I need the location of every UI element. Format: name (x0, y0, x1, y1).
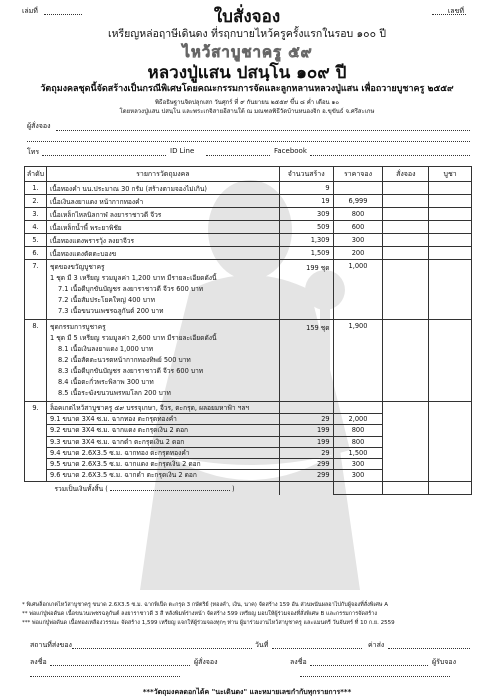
fee-field[interactable] (388, 648, 470, 649)
table-row (25, 234, 472, 247)
phone-field[interactable] (42, 155, 166, 156)
sign-2-label: ลงชื่อ (290, 658, 307, 666)
item-quantity: 29 (280, 414, 333, 425)
table-row (25, 208, 472, 221)
total-qty-cell (279, 482, 333, 495)
group-subitem: 8.4 เนื้อตะกั่วพระพิลาพ 300 บาท (57, 378, 154, 386)
payment-cell[interactable] (429, 195, 472, 208)
payment-cell[interactable] (429, 260, 472, 320)
group-subitem: 7.1 เนื้อดีบุกขันบัญชร ลงยาราชาวดี จีวร 600 บาท (57, 285, 204, 293)
date-field[interactable] (272, 648, 362, 649)
facebook-field[interactable] (310, 155, 470, 156)
item-price: 1,900 (333, 320, 383, 402)
item-quantity: 199 (280, 437, 333, 448)
item-quantity: 159 ชุด (279, 320, 333, 402)
item-name: เนื้อเงินลงยาแดง หน้ากากทองคำ (46, 195, 279, 208)
total-order-cell[interactable] (383, 482, 429, 495)
item-price: 6,999 (333, 195, 383, 208)
table-row-group-7 (25, 260, 472, 320)
table-row (25, 195, 472, 208)
group-subitem: 8.5 เนื้อระฆังขนวนพรหมโลก 200 บาท (57, 389, 171, 397)
sign-1-label: ลงชื่อ (30, 658, 47, 666)
line-id-field[interactable] (206, 155, 270, 156)
group-subitem: 7.3 เนื้อขนวนเพชรฉลูกันต์ 200 บาท (57, 307, 164, 315)
item-price: 800 (333, 208, 383, 221)
group-subitem: 9.6 ขนาด 2.6X3.5 ซ.ม. ฉากดำ ตะกรุดเงิน 2 ดอก (49, 471, 197, 480)
item-price: 1,500 (334, 448, 383, 459)
item-price: 300 (334, 459, 383, 470)
payment-cell[interactable] (429, 234, 472, 247)
group-subitem: 8.2 เนื้อสัตตะนวรตหน้ากากทองทิพย์ 500 บาท (57, 356, 191, 364)
address-field[interactable] (27, 141, 470, 142)
note-2: ** พ่อแก่ปู่พ่อดันด เนื้อขนวนเพชรฉลูกันต์ ลงยาราชาวดี 3 สี หลังพิมพ์ร่างหน้า จัดสร้าง 599 เหรียญ มอบให้ผู้ร่วมจองที่สั่งพิเศษ B และกรรมการจัดสร้าง (22, 611, 378, 617)
item-quantity: 199 (280, 425, 333, 436)
footer-note: ***วัตถุมงคลดอกได้ค "นะเดินดง" และหมายเลขกำกับทุกรายการ*** (142, 688, 352, 696)
item-name: เนื้อทองคำ นน.ประมาณ 30 กรัม (สร้างตามจองไม่เกิน) (46, 182, 279, 195)
note-1: * พิเศษล็อกเกตไหว้สาบูชาครู ขนาด 2.6X3.5 ซ.ม. ฉากพิเป็ด ตะกรุด 3 กษัตริย์ (ทองคำ, เงิน, นาค) จัดสร้าง 159 อัน ส่วนพนันผลอาไปกับผู้จองที่สั่งพิเศษ A (22, 602, 388, 608)
item-quantity: 299 (280, 459, 333, 470)
item-price: 200 (333, 247, 383, 260)
subtitle: เหรียญหล่อฤาษีเดินดง ที่รฤกบายไหว้ครูครั้งแรกในรอบ ๑๐๐ ปี (108, 28, 386, 40)
payment-cell[interactable] (429, 208, 472, 221)
group-subitem: 7.2 เนื้อสัมประโยคใหญ่ 400 บาท (57, 296, 155, 304)
book-number-label: เล่มที่ (22, 7, 38, 15)
group-subitem: 9.5 ขนาด 2.6X3.5 ซ.ม. ฉากแดง ตะกรุดเงิน 2 ดอก (47, 459, 279, 470)
row-number: 6. (25, 247, 47, 260)
date-label: วันที่ (255, 641, 269, 649)
item-quantity: 309 (279, 208, 333, 221)
col-header: ราคาจอง (333, 167, 383, 182)
table-row (25, 247, 472, 260)
payment-cell[interactable] (429, 320, 472, 402)
order-cell[interactable] (383, 260, 429, 320)
order-cell[interactable] (383, 195, 429, 208)
item-quantity: 29 (280, 448, 333, 459)
items-table (24, 166, 472, 495)
total-payment-cell[interactable] (429, 482, 472, 495)
order-cell[interactable] (383, 234, 429, 247)
group-subitem: 9.4 ขนาด 2.6X3.5 ซ.ม. ฉากทอง ตะกรุดทองคำ (47, 448, 279, 459)
row-number: 5. (25, 234, 47, 247)
row-number: 3. (25, 208, 47, 221)
orderer-label: ผู้สั่งจอง (27, 122, 51, 130)
item-name: เนื้อเหล็กน้ำพี้ พระยาพิชัย (46, 221, 279, 234)
total-label-text: รวมเป็นเงินทั้งสิ้น ( (54, 485, 108, 494)
total-label: รวมเป็นเงินทั้งสิ้น ( ) (25, 482, 280, 495)
fee-label: ค่าส่ง (368, 641, 385, 649)
item-name: เนื้อทองแดงพรารวุ้ง ลงยาจีวร (46, 234, 279, 247)
table-row-group-9 (25, 402, 472, 482)
orderer-role-label: ผู้สั่งจอง (194, 658, 218, 666)
item-price: 800 (334, 425, 383, 436)
row-number: 4. (25, 221, 47, 234)
item-quantity: 1,509 (279, 247, 333, 260)
orderer-field[interactable] (56, 130, 470, 131)
form-number-label: เลขที่ (447, 7, 464, 15)
line-id-label: ID Line (170, 147, 195, 155)
signature-1-field[interactable] (50, 665, 190, 666)
payment-cell[interactable] (429, 221, 472, 234)
item-price: 300 (351, 471, 365, 480)
item-quantity: 19 (279, 195, 333, 208)
purpose-text: วัตถุมงคลชุดนี้จัดสร้างเป็นกรณีพิเศษโดยคณะกรรมการจัดและลูกหลานหลวงปู่แสน เพื่อถวายบูชาครู ๒๕๕๙ (40, 84, 454, 94)
col-header: รายการวัตถุมงคล (46, 167, 279, 182)
payment-cell[interactable] (429, 247, 472, 260)
order-cell[interactable] (383, 182, 429, 195)
item-quantity: 299 (316, 471, 330, 480)
row-number: 7. (25, 260, 47, 320)
group-subitem: 9.2 ขนาด 3X4 ซ.ม. ฉากแดง ตะกรุดเงิน 2 ดอก (47, 425, 279, 436)
signature-2-field[interactable] (310, 665, 428, 666)
group-subitem: 9.3 ขนาด 3X4 ซ.ม. ฉากดำ ตะกรุดเงิน 2 ดอก (47, 437, 279, 448)
item-name: เนื้อเหล็กไหลนิลกาฬ ลงยาราชาวดี จีวร (46, 208, 279, 221)
item-price: 2,000 (334, 414, 383, 425)
ceremony-line-2: โดยหลวงปู่แสน ปสนฺโน และพระเกจิสายอีสานใต้ ณ มณฑลพิธีวัดบ้านหนองจิก อ.ขุขันธ์ จ.ศรีสะเกษ (119, 108, 375, 115)
monk-name: หลวงปู่แสน ปสนฺโน ๑๐๙ ปี (147, 63, 347, 83)
col-header: ลำดับ (25, 167, 47, 182)
payment-cell[interactable] (429, 402, 472, 482)
item-quantity-list (279, 402, 333, 482)
item-price-list (333, 402, 383, 482)
delivery-place-label: สถานที่ส่งของ (30, 641, 72, 649)
item-price: 600 (333, 221, 383, 234)
item-price: 1,000 (333, 260, 383, 320)
delivery-place-field[interactable] (72, 648, 252, 649)
item-name: เนื้อทองแดงตัดตะบองข (46, 247, 279, 260)
item-quantity: 9 (279, 182, 333, 195)
total-price-cell (333, 482, 383, 495)
col-header: สั่งจอง (383, 167, 429, 182)
receiver-role-label: ผู้รับจอง (432, 658, 457, 666)
group-subitem: 9.1 ขนาด 3X4 ซ.ม. ฉากทอง ตะกรุดทองคำ (47, 414, 279, 425)
group-title: ล็อคเกตไหว้สาบูชาครู ๕๙ บรรจุเกษา, จีวร, ตะกรุด, ผลอยมหาฟ้า ฯลฯ (47, 403, 279, 414)
group-subitem: 8.1 เนื้อเงินลงยาแดง 1,000 บาท (57, 345, 154, 353)
item-group (46, 260, 279, 320)
item-group (46, 402, 279, 482)
order-cell[interactable] (383, 402, 429, 482)
item-price: 300 (333, 234, 383, 247)
signature-2-name-field[interactable] (300, 676, 450, 677)
item-quantity: 199 ชุด (279, 260, 333, 320)
total-row (25, 482, 472, 495)
item-price: 800 (334, 437, 383, 448)
payment-cell[interactable] (429, 182, 472, 195)
group-description: 1 ชุด มี 5 เหรียญ รวมมูลค่า 2,600 บาท มีรายละเอียดดังนี้ (49, 334, 217, 342)
table-row (25, 182, 472, 195)
note-3: *** พ่อแก่ปู่พ่อดันด เนื้อทองเหลืองวรรณะ จัดสร้าง 1,599 เหรียญ แจกให้ผู้ร่วมจองทุกๆ ท่าน ผู้มาร่วมงานไหว้สาบูชาครู และแมนตรี วันจันทร์ ที่ 10 ก.ย. 2559 (22, 620, 395, 626)
order-cell[interactable] (383, 247, 429, 260)
item-quantity: 1,309 (279, 234, 333, 247)
table-row-group-8 (25, 320, 472, 402)
order-cell[interactable] (383, 208, 429, 221)
total-words-field[interactable] (110, 490, 230, 491)
page-title: ใบสั่งจอง (213, 7, 281, 27)
order-cell[interactable] (383, 320, 429, 402)
item-group (46, 320, 279, 402)
facebook-label: Facebook (274, 147, 307, 155)
group-subitem: 8.3 เนื้อดีบุกขันบัญชร ลงยาราชาวดี จีวร 600 บาท (57, 367, 204, 375)
col-header: จำนวนสร้าง (279, 167, 333, 182)
row-number: 9. (25, 402, 47, 482)
event-banner: ไหว้สาบูชาครู ๕๙ (182, 43, 313, 61)
order-cell[interactable] (383, 221, 429, 234)
item-price (333, 182, 383, 195)
group-title: ชุดกรรมการบูชาครู (49, 323, 106, 331)
row-number: 2. (25, 195, 47, 208)
group-title: ชุดของขวัญบูชาครู (49, 263, 105, 271)
row-number: 1. (25, 182, 47, 195)
ceremony-line-1: พิธีอธิษฐานจิตปลุกเสก วันศุกร์ ที่ ๙ กันยายน ๒๕๕๙ ขึ้น ๘ ค่ำ เดือน ๑๐ (154, 99, 340, 106)
item-quantity: 509 (279, 221, 333, 234)
col-header: บูชา (429, 167, 472, 182)
row-number: 8. (25, 320, 47, 402)
signature-1-name-field[interactable] (30, 676, 180, 677)
group-description: 1 ชุด มี 3 เหรียญ รวมมูลค่า 1,200 บาท มีรายละเอียดดังนี้ (49, 274, 217, 282)
table-row (25, 221, 472, 234)
table-header-row (25, 167, 472, 182)
phone-label: โทร (27, 148, 40, 156)
